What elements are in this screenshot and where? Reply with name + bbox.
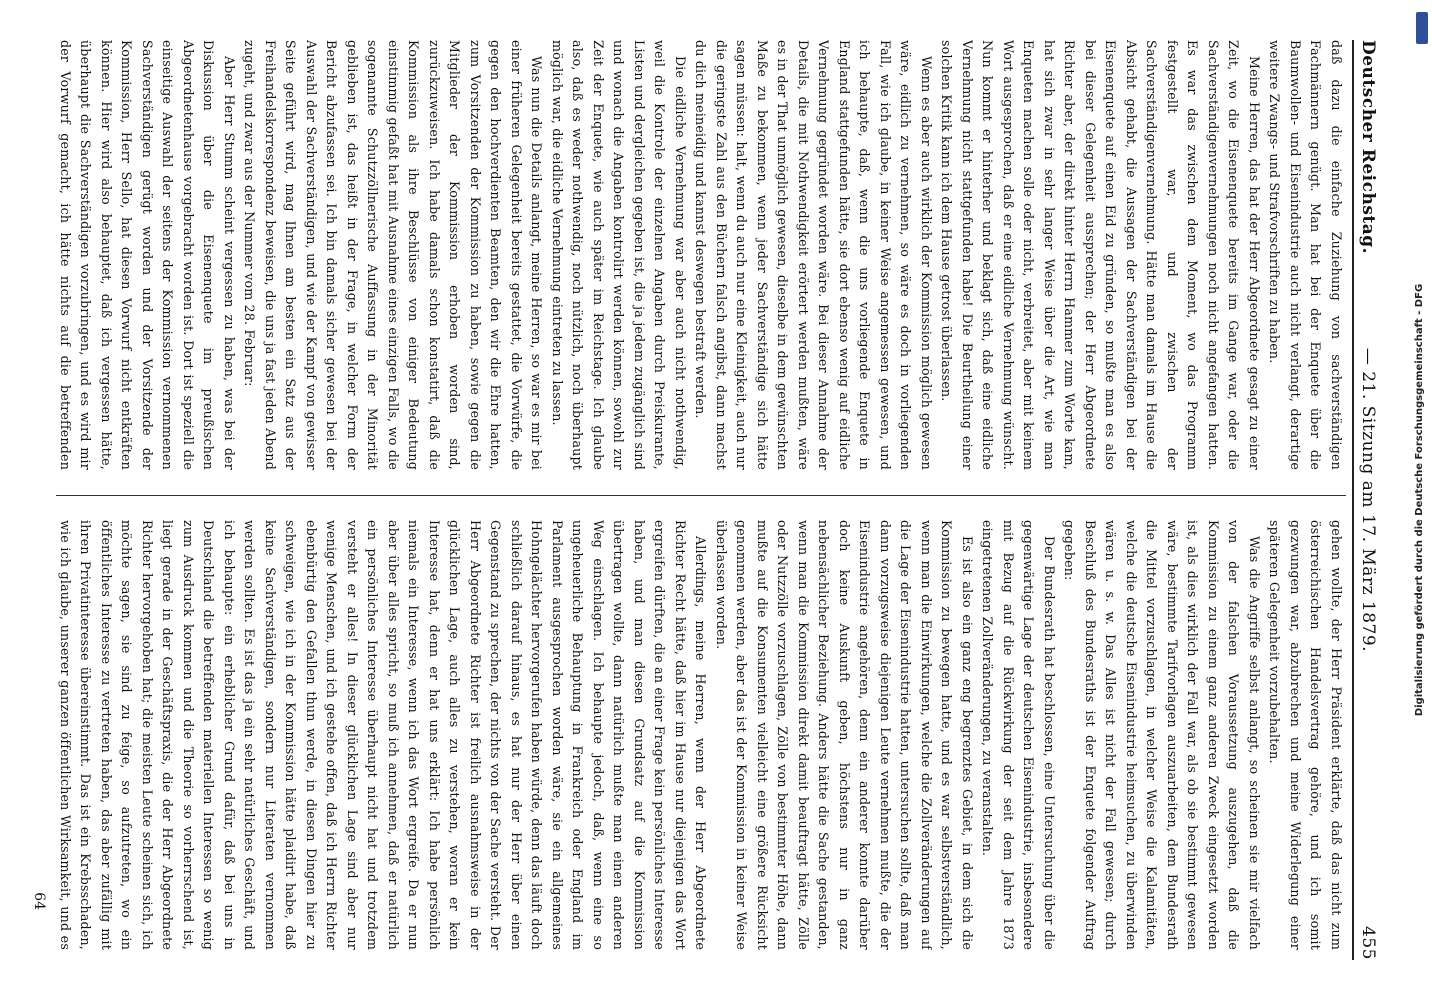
- credit-text: Digitalisierung gefördert durch die Deutsche Forschungsgemeinschaft - DFG: [1414, 283, 1425, 717]
- paragraph: Wenn es aber auch wirklich der Kommission möglich gewesen wäre, eidlich zu vernehmen, so wäre es doch in vorliegenden Fall, wie ich glaube, in keiner Weise angemessen gewesen, und ich behaupte, daß, wenn die uns vorliegende Enquete in England stattgefunden hätte, sie dort ebenso wenig auf eidliche Vernehmung gegründet worden wäre. Bei dieser Annahme der Details, die mit Nothwendigkeit erörtert werden mußten, wäre es in der That unmöglich gewesen, dieselbe in dem gewünschten Maße zu bekommen, wenn jeder Sachverständige sich hätte sagen müssen: halt, wenn du auch nur eine Kleinigkeit, auch nur die geringste Zahl aus den Büchern falsch angibst, dann machst du dich meineidig und kannst deswegen bestraft werden.: [693, 40, 934, 470]
- paragraph: daß dazu die einfache Zuziehung von sachverständigen Fachmännern genügt. Man hat bei der Enquete über die Baumwollen- und Eisenindustrie auch nicht verlangt, derartige weitere Zwangs- und Strafvorschriften zu haben.: [1267, 40, 1344, 470]
- paragraph: Meine Herren, das hat der Herr Abgeordnete gesagt zu einer Zeit, wo die Eisenenquete bereits im Gange war, oder die Sachverständigenvernehmungen noch nicht angefangen hatten. Es war das zwischen dem Moment, wo das Programm festgestellt war, und zwischen der Sachverständigenvernehmung. Hätte man damals im Hause die Absicht gehabt, die Aussagen der Sachverständigen bei der Eisenenquete auf einen Eid zu gründen, so mußte man es also bei dieser Gelegenheit aussprechen; der Herr Abgeordnete Richter aber, der direkt hinter Herrn Hammer zum Worte kam, hat sich zwar in sehr langer Weise über die Art, wie man Enqueten machen solle oder nicht, verbreitet, aber mit keinem Wort ausgesprochen, daß er eine eidliche Vernehmung wünscht. Nun kommt er hinterher und beklagt sich, daß eine eidliche Vernehmung nicht stattgefunden habe! Die Beurtheilung einer solchen Kritik kann ich dem Hause getrost überlassen.: [939, 40, 1262, 470]
- paragraph: Der Bundesrath hat beschlossen, eine Untersuchung über die gegenwärtige Lage der deutschen Eisenindustrie, insbesondere mit Bezug auf die Rückwirkung der seit dem Jahre 1873 eingetretenen Zollveränderungen, zu veranstalten.: [980, 520, 1057, 950]
- paragraph: Was nun die Details anlangt, meine Herren, so war es mir bei einer früheren Gelegenheit bereits gestattet, die Vorwürfe, die gegen den hochverdienten Beamten, den wir die Ehre hatten, zum Vorsitzenden der Kommission zu haben, sowie gegen die Mitglieder der Kommission erhoben worden sind, zurückzuweisen. Ich habe damals schon konstatirt, daß die Kommission als ihre Beschlüsse von einiger Bedeutung einstimmig gefaßt hat mit Ausnahme eines einzigen Falls, wo die sogenannte Schutzzöllnerische Auffassung in der Minorität geblieben ist, das heißt in der Frage, in welcher Form der Bericht abzufassen sei. Ich bin damals sicher gewesen bei der Auswahl der Sachverständigen, und wie der Kampf von gewisser Seite geführt wird, mag Ihnen am besten ein Satz aus der Freihandelskorrespondenz beweisen, die uns ja fast jeden Abend zugeht, und zwar aus der Nummer vom 28. Februar:: [242, 40, 545, 470]
- paragraph: Aber Herr Stumm scheint vergessen zu haben, was bei der Diskussion über die Eisenenquete im preußischen Abgeordnetenhause vorgebracht worden ist. Dort ist speziell die einseitige Auswahl der seitens der Kommission vernommenen Sachverständigen gerügt worden und der Vorsitzende der Kommission, Herr Sello, hat diesen Vorwurf nicht entkräften können. Hier wird also behauptet, daß ich vergessen hätte, überhaupt die Sachverständigen vorzubringen, und es wird mir der Vorwurf gemacht, ich hätte nichts auf die betreffenden: [58, 40, 237, 470]
- page-signature: 64: [31, 892, 47, 910]
- journal-title: Deutscher Reichstag.: [1358, 40, 1378, 255]
- column-divider: [56, 495, 1346, 496]
- page-number: 455: [1358, 926, 1378, 960]
- paragraph: Die eidliche Vernehmung war aber auch nicht nothwendig, weil die Kontrole der einzelnen Angaben durch Preiskurante, Listen und dergleichen gegeben ist, die ja jedem zugänglich sind und wonach die Angaben kontrolirt werden können, sowohl zur Zeit der Enquete, wie auch später im Reichstage. Ich glaube also, daß es weder nothwendig, noch nützlich, noch überhaupt möglich war, die eidliche Vernehmung eintreten zu lassen.: [550, 40, 688, 470]
- right-column: [56, 520, 1346, 950]
- credit-strip: [1414, 10, 1428, 990]
- paragraph: Allerdings, meine Herren, wenn der Herr Abgeordnete Richter Recht hätte, daß hier im Hause nur diejenigen das Wort ergreifen dürften, die an einer Frage kein persönliches Interesse haben, und man diesen Grundsatz auf die Kommission übertragen wollte, dann natürlich mußte man einen anderen Weg einschlagen. Ich behaupte jedoch, daß, wenn eine so ungeheuerliche Behauptung in Frankreich oder England im Parlament ausgesprochen worden wäre, sie ein allgemeines Hohngelächter hervorgerufen haben würde, denn das läuft doch schließlich darauf hinaus, es hat nur der Herr über einen Gegenstand zu sprechen, der nichts von der Sache versteht. Der Herr Abgeordnete Richter ist freilich ausnahmsweise in der glücklichen Lage, auch alles zu verstehen, woran er kein Interesse hat, denn er hat uns erklärt: Ich habe persönlich niemals ein Interesse, wenn ich das Wort ergreife. Da er nun aber über alles spricht, so muß ich annehmen, daß er natürlich ein persönliches Interesse überhaupt nicht hat und trotzdem versteht er alles! In dieser glücklichen Lage sind aber nur wenige Menschen, und ich gestehe offen, daß ich Herrn Richter ebenbürtig den Gefallen thun werde, in diesen Dingen hier zu schweigen, wie ich in der Kommission hätte plaidirt habe, daß keine Sachverständigen, sondern nur Literaten vernommen werden sollten. Es ist das ja ein sehr natürliches Geschäft, und ich behaupte: ein erheblicher Grund dafür, daß bei uns in Deutschland die betreffenden materiellen Interessen so wenig zum Ausdruck kommen und die Theorie so vorherrschend ist, liegt gerade in der Geschäftspraxis, die der Herr Abgeordnete Richter hervorgehoben hat; die meisten Leute scheinen sich, ich möchte sagen, sie sind zu feige, so aufzutreten, wo ein öffentliches Interesse zu vertreten haben, das aber zufällig mit ihren Privatinteresse übereinstimmt. Das ist ein Krebsschaden, wie ich glaube, unserer ganzen öffentlichen Wirksamkeit, und es: [58, 520, 709, 950]
- page-header: [1352, 40, 1382, 960]
- session-title: — 21. Sitzung am 17. März 1879.: [1358, 347, 1378, 653]
- paragraph: Es ist also ein ganz eng begrenztes Gebiet, in dem sich die Kommission zu bewegen hatte, und es war selbstverständlich, wenn man die Einwirkungen, welche die Zollveränderungen auf die Lage der Eisenindustrie hatten, untersuchen sollte, daß man dann vorzugsweise diejenigen Leute vernehmen mußte, die der Eisenindustrie angehören, denn ein anderer konnte darüber doch keine Auskunft geben, höchstens nur in ganz nebensächlicher Beziehung. Anders hätte die Sache gestanden, wenn man die Kommission direkt damit beauftragt hätte, Zölle oder Nutzzölle vorzuschlagen, Zölle von bestimmter Höhe, dann mußte auf die Konsumenten vielleicht eine größere Rücksicht genommen werden, aber das ist der Kommission in keiner Weise überlassen worden.: [714, 520, 975, 950]
- paragraph: Was die Angriffe selbst anlangt, so scheinen sie mir vielfach von der falschen Voraussetzung auszugehen, daß die Kommission zu einem ganz anderen Zweck eingesetzt worden ist, als dies wirklich der Fall war, als ob sie bestimmt gewesen wäre, bestimmte Tarifvorlagen auszuarbeiten, dem Bundesrath die Mittel vorzuschlagen, in welcher Weise die Kalamitäten, welche die deutsche Eisenindustrie heimsuchen, zu überwinden wären u. s. w. Das Alles ist nicht der Fall gewesen; durch Beschluß des Bundesraths ist der Enquete folgender Auftrag gegeben:: [1062, 520, 1262, 950]
- left-column: [56, 40, 1346, 470]
- paragraph: gehen wollte, der Herr Präsident erklärte, daß das nicht zum österreichischen Handelsvertrag gehöre, und ich somit gezwungen war, abzubrechen und meine Widerlegung einer späteren Gelegenheit vorzubehalten.: [1267, 520, 1344, 950]
